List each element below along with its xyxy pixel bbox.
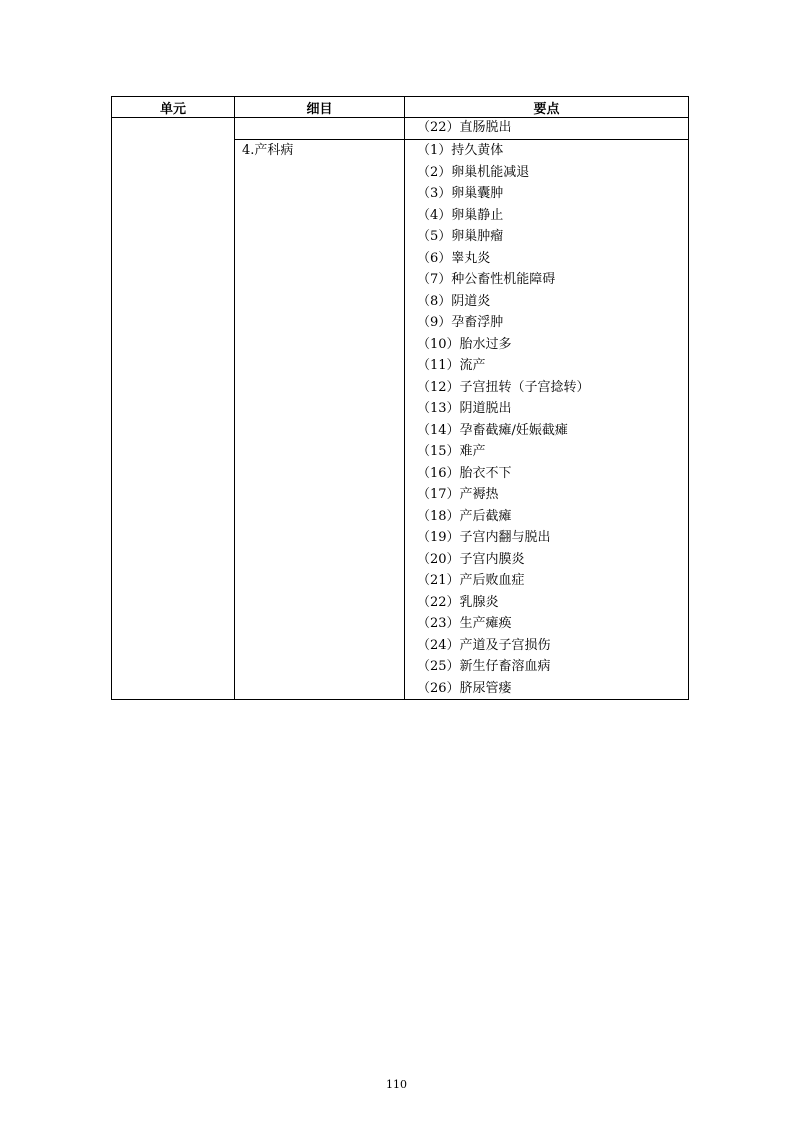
list-item: （5）卵巢肿瘤 [417, 229, 504, 244]
list-item: （16）胎衣不下 [417, 465, 512, 481]
header-detail: 细目 [235, 97, 405, 118]
points-cell [405, 118, 689, 140]
list-item: （21）产后败血症 [417, 573, 525, 588]
table-row [112, 118, 689, 140]
list-item: （10）胎水过多 [417, 336, 512, 352]
list-item: （6）睾丸炎 [417, 250, 491, 266]
points-cell [405, 140, 689, 700]
list-item: （14）孕畜截瘫/妊娠截瘫 [417, 422, 568, 438]
list-item: （22）直肠脱出 [417, 120, 512, 135]
list-item: （18）产后截瘫 [417, 508, 512, 524]
list-item: （25）新生仔畜溶血病 [417, 659, 551, 674]
detail-cell [235, 140, 405, 700]
points-list [405, 118, 688, 138]
list-item: （15）难产 [417, 444, 486, 459]
unit-text [112, 118, 234, 139]
list-item: （13）阴道脱出 [417, 401, 512, 416]
list-item: （4）卵巢静止 [417, 207, 504, 223]
list-item: （24）产道及子宫损伤 [417, 637, 551, 653]
list-item: （3）卵巢囊肿 [417, 186, 504, 201]
table-header-row [112, 97, 689, 118]
list-item: （12）子宫扭转（子宫捻转） [417, 379, 590, 395]
list-item: （22）乳腺炎 [417, 594, 499, 610]
unit-cell [112, 118, 235, 700]
points-list [405, 140, 688, 699]
detail-cell [235, 118, 405, 140]
list-item: （26）脐尿管瘘 [417, 680, 512, 696]
header-unit: 单元 [112, 97, 235, 118]
list-item: （2）卵巢机能减退 [417, 164, 530, 180]
list-item: （19）子宫内翻与脱出 [417, 530, 551, 545]
header-points: 要点 [405, 97, 689, 118]
list-item: （11）流产 [417, 358, 486, 373]
list-item: （8）阴道炎 [417, 293, 491, 309]
syllabus-table [111, 96, 689, 700]
list-item: （7）种公畜性机能障碍 [417, 272, 556, 287]
detail-text [235, 118, 404, 139]
page-number: 110 [386, 1078, 407, 1091]
detail-text: 4.产科病 [242, 143, 294, 158]
list-item: （9）孕畜浮肿 [417, 315, 504, 330]
list-item: （20）子宫内膜炎 [417, 551, 525, 567]
list-item: （1）持久黄体 [417, 143, 504, 158]
list-item: （17）产褥热 [417, 487, 499, 502]
list-item: （23）生产瘫痪 [417, 616, 512, 631]
